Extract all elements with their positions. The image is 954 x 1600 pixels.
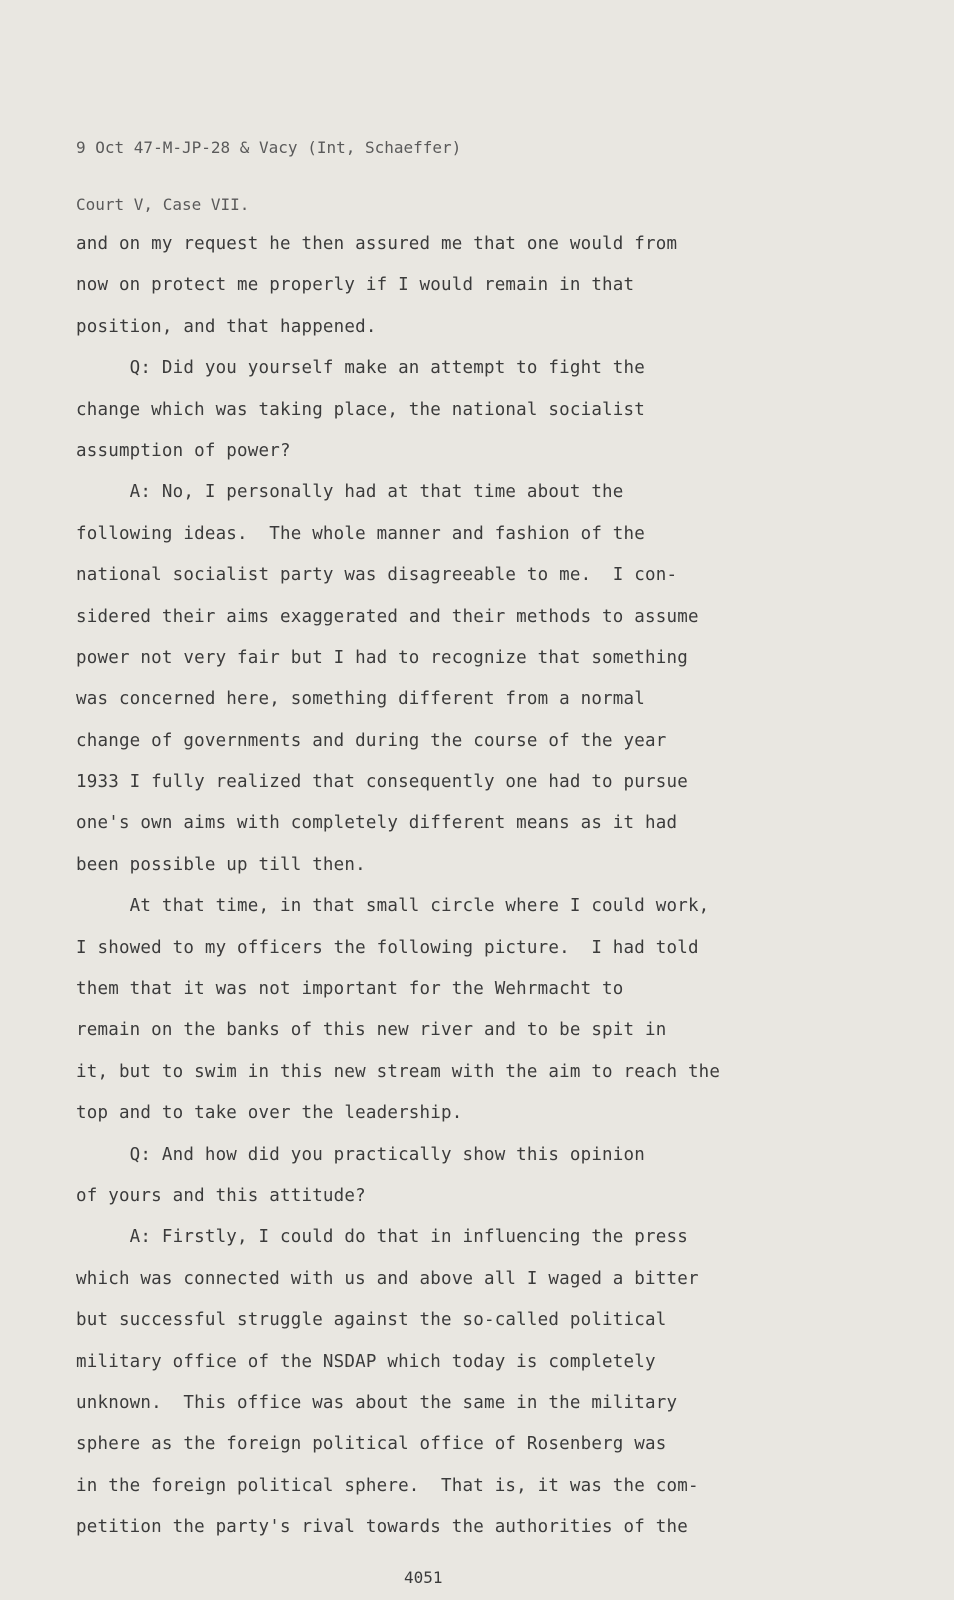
text-line: power not very fair but I had to recognize that something xyxy=(76,647,688,668)
text-line: it, but to swim in this new stream with the aim to reach the xyxy=(76,1061,721,1082)
text-line: remain on the banks of this new river and to be spit in xyxy=(76,1020,667,1041)
header-line-1: 9 Oct 47-M-JP-28 & Vacy (Int, Schaeffer) xyxy=(76,138,462,157)
text-line: them that it was not important for the Wehrmacht to xyxy=(76,979,624,1000)
text-line: position, and that happened. xyxy=(76,316,377,337)
text-line: change of governments and during the course of the year xyxy=(76,730,667,751)
text-line: A: Firstly, I could do that in influencing the press xyxy=(76,1227,688,1248)
text-line: in the foreign political sphere. That is, it was the com- xyxy=(76,1475,699,1496)
text-line: Q: Did you yourself make an attempt to fight the xyxy=(76,358,646,379)
text-line: military office of the NSDAP which today is completely xyxy=(76,1351,656,1372)
text-line: A: No, I personally had at that time about the xyxy=(76,482,624,503)
text-line: following ideas. The whole manner and fashion of the xyxy=(76,523,646,544)
text-line: been possible up till then. xyxy=(76,854,366,875)
text-line: change which was taking place, the national socialist xyxy=(76,399,646,420)
text-line: one's own aims with completely different means as it had xyxy=(76,813,678,834)
text-line: unknown. This office was about the same in the military xyxy=(76,1392,678,1413)
text-line: now on protect me properly if I would remain in that xyxy=(76,275,635,296)
text-line: Q: And how did you practically show this opinion xyxy=(76,1144,646,1165)
text-line: national socialist party was disagreeable to me. I con- xyxy=(76,565,678,586)
text-line: I showed to my officers the following picture. I had told xyxy=(76,937,699,958)
text-line: 1933 I fully realized that consequently one had to pursue xyxy=(76,772,688,793)
text-line: was concerned here, something different from a normal xyxy=(76,689,646,710)
text-line: which was connected with us and above all I waged a bitter xyxy=(76,1268,699,1289)
header-line-2: Court V, Case VII. xyxy=(76,195,250,214)
text-line: sphere as the foreign political office of Rosenberg was xyxy=(76,1434,667,1455)
page-number: 4051 xyxy=(404,1568,443,1587)
text-line: At that time, in that small circle where I could work, xyxy=(76,896,710,917)
text-line: assumption of power? xyxy=(76,440,291,461)
text-line: of yours and this attitude? xyxy=(76,1185,366,1206)
text-line: but successful struggle against the so-called political xyxy=(76,1310,667,1331)
text-line: petition the party's rival towards the authorities of the xyxy=(76,1517,688,1538)
text-line: and on my request he then assured me that one would from xyxy=(76,234,678,254)
text-line: sidered their aims exaggerated and their methods to assume xyxy=(76,606,699,627)
transcript-body xyxy=(76,224,816,1549)
text-line: top and to take over the leadership. xyxy=(76,1103,463,1124)
